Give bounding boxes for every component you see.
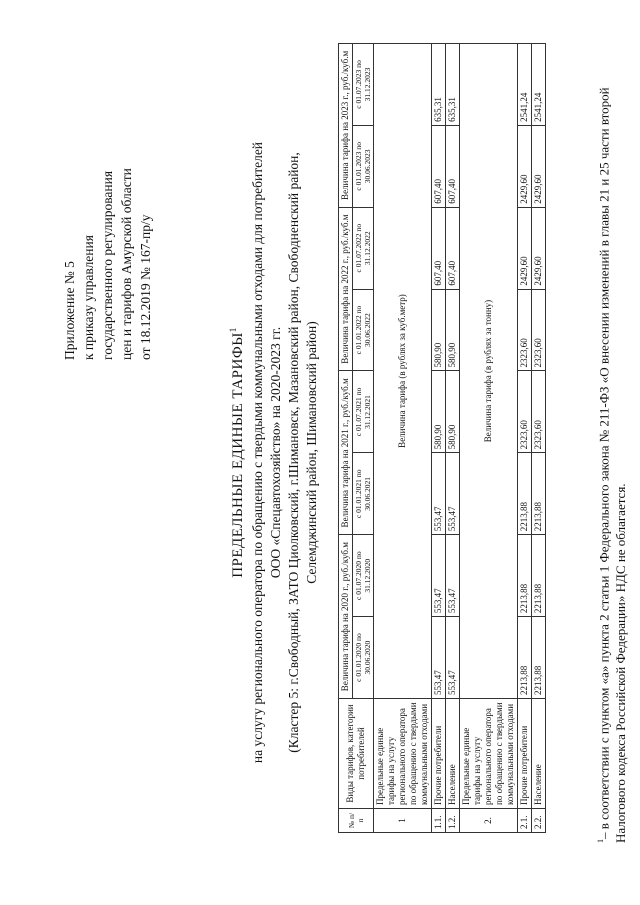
header-period: с 01.07.2023 по 31.12.2023	[353, 44, 374, 126]
row-value: 2429,60	[532, 125, 546, 207]
row-value: 2429,60	[518, 125, 532, 207]
header-year-2021: Величина тарифа на 2021 г., руб./куб.м	[339, 371, 353, 535]
row-label: Прочие потребители	[432, 699, 446, 809]
row-value: 553,47	[432, 617, 446, 699]
row-value: 2323,60	[518, 371, 532, 453]
document-title	[228, 0, 247, 905]
row-num: 2.1.	[518, 809, 532, 833]
header-period: с 01.07.2020 по 31.12.2020	[353, 535, 374, 617]
row-value: 2541,24	[518, 44, 532, 126]
row-value: 2323,60	[518, 289, 532, 371]
row-value: 2213,88	[518, 535, 532, 617]
header-kind: Виды тарифов, категории потребителей	[339, 699, 374, 809]
section-2-num: 2.	[460, 809, 518, 833]
row-value: 2429,60	[518, 207, 532, 289]
appendix-line-2: к приказу управления	[81, 235, 96, 360]
row-label: Прочие потребители	[518, 699, 532, 809]
row-value: 607,40	[432, 125, 446, 207]
table-row	[532, 44, 546, 833]
row-value: 580,90	[432, 289, 446, 371]
title-line-3: ООО «Спецавтохозяйство» на 2020-2023 гг.	[268, 326, 283, 579]
row-value: 553,47	[446, 453, 460, 535]
title-footnote-mark: 1	[228, 327, 238, 333]
row-value: 2323,60	[532, 289, 546, 371]
row-value: 553,47	[446, 535, 460, 617]
footnote-mark: 1	[596, 839, 605, 843]
row-value: 2429,60	[532, 207, 546, 289]
table-row	[446, 44, 460, 833]
row-num: 1.2.	[446, 809, 460, 833]
table-row	[432, 44, 446, 833]
section-2-unit-note: Величина тарифа (в рублях за тонну)	[460, 44, 518, 699]
header-year-2023: Величина тарифа на 2023 г., руб./куб.м	[339, 44, 353, 208]
row-label: Население	[446, 699, 460, 809]
row-label: Население	[532, 699, 546, 809]
row-value: 607,40	[446, 207, 460, 289]
row-value: 553,47	[432, 453, 446, 535]
title-line-4: (Кластер 5: г.Свободный, ЗАТО Циолковский, г.Шимановск, Мазановский район, Свободненский район,	[286, 152, 301, 753]
title-line-5: Селемджинский район, Шимановский район)	[304, 321, 319, 584]
section-2-row	[460, 44, 518, 833]
appendix-line-1: Приложение № 5	[62, 261, 77, 360]
table-header-row-1	[339, 44, 353, 833]
title-line-2: на услугу регионального оператора по обращению с твердыми коммунальными отходами для потребителей	[250, 141, 265, 764]
header-year-2022: Величина тарифа на 2022 г., руб./куб.м	[339, 207, 353, 371]
appendix-header	[60, 30, 155, 360]
header-num: № п/п	[339, 809, 374, 833]
row-value: 553,47	[446, 617, 460, 699]
row-value: 635,31	[446, 44, 460, 126]
appendix-line-3: государственного регулирования	[100, 170, 115, 360]
row-value: 553,47	[432, 535, 446, 617]
header-period: с 01.07.2021 по 31.12.2021	[353, 371, 374, 453]
header-year-2020: Величина тарифа на 2020 г., руб./куб.м	[339, 535, 353, 699]
section-1-label: Предельные единые тарифы на услугу регионального оператора по обращению с твердыми коммунальными отходами	[374, 699, 432, 809]
section-1-row	[374, 44, 432, 833]
header-period: с 01.01.2023 по 30.06.2023	[353, 125, 374, 207]
header-period: с 01.01.2021 по 30.06.2021	[353, 453, 374, 535]
title-main: ПРЕДЕЛЬНЫЕ ЕДИНЫЕ ТАРИФЫ	[230, 332, 246, 578]
row-value: 607,40	[432, 207, 446, 289]
row-value: 635,31	[432, 44, 446, 126]
row-value: 580,90	[432, 371, 446, 453]
row-value: 2213,88	[532, 617, 546, 699]
header-period: с 01.01.2020 по 30.06.2020	[353, 617, 374, 699]
row-value: 580,90	[446, 289, 460, 371]
row-value: 2213,88	[532, 453, 546, 535]
section-1-num: 1	[374, 809, 432, 833]
footnote	[592, 23, 629, 843]
section-2-label: Предельные единые тарифы на услугу регионального оператора по обращению с твердыми коммунальными отходами	[460, 699, 518, 809]
footnote-text: – в соответствии с пунктом «а» пункта 2 статьи 1 Федерального закона № 211-ФЗ «О внесении изменений в главы 21 и 25 части второй Налогового кодекса Российской Федерации» НДС не облагается.	[596, 87, 629, 843]
row-value: 607,40	[446, 125, 460, 207]
appendix-line-4: цен и тарифов Амурской области	[119, 168, 134, 360]
row-value: 2323,60	[532, 371, 546, 453]
table-row	[518, 44, 532, 833]
row-value: 2213,88	[518, 617, 532, 699]
row-value: 2541,24	[532, 44, 546, 126]
tariff-table	[338, 43, 546, 833]
header-period: с 01.01.2022 по 30.06.2022	[353, 289, 374, 371]
row-num: 1.1.	[432, 809, 446, 833]
appendix-line-5: от 18.12.2019 № 167-пр/у	[138, 214, 153, 360]
row-num: 2.2.	[532, 809, 546, 833]
row-value: 2213,88	[532, 535, 546, 617]
section-1-unit-note: Величина тарифа (в рублях за куб.метр)	[374, 44, 432, 699]
row-value: 580,90	[446, 371, 460, 453]
row-value: 2213,88	[518, 453, 532, 535]
header-period: с 01.07.2022 по 31.12.2022	[353, 207, 374, 289]
